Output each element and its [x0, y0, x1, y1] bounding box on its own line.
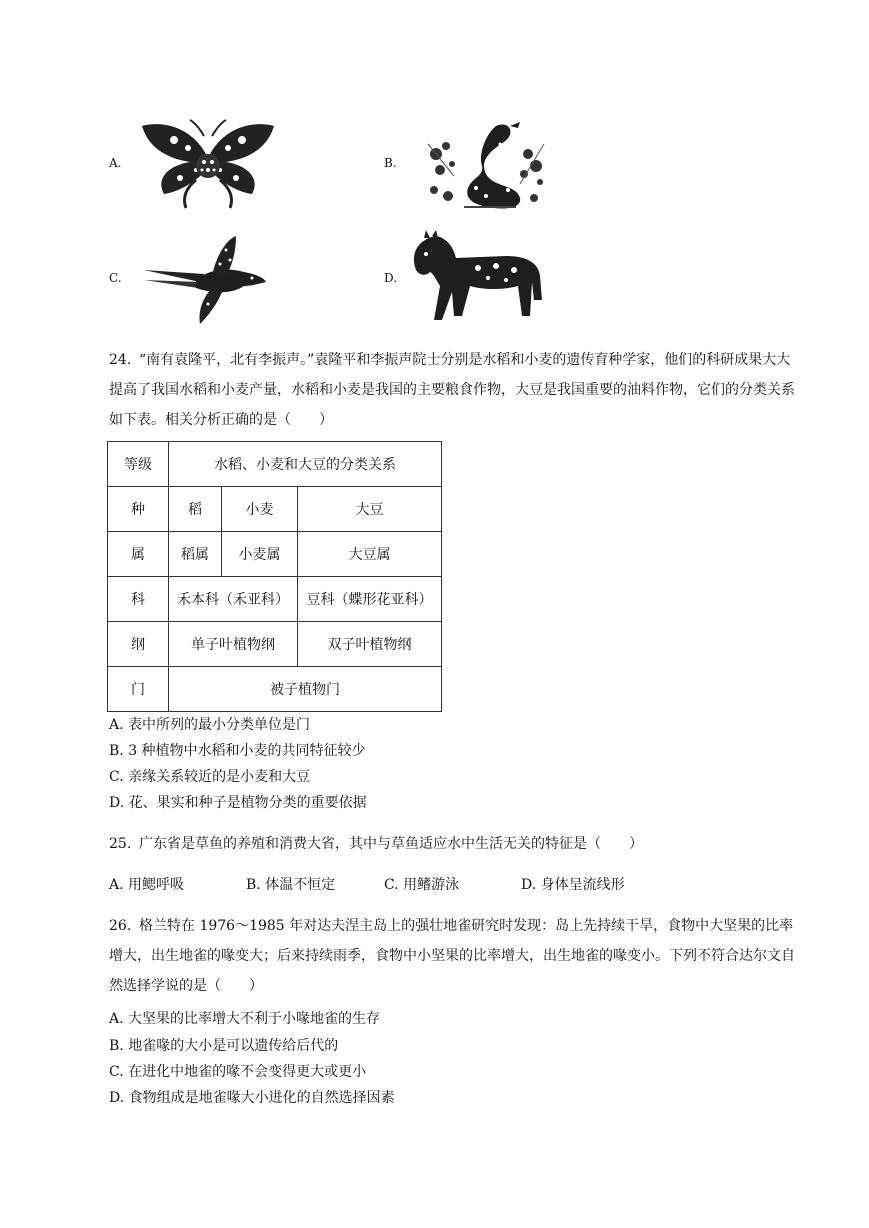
table-cell: 种: [108, 487, 169, 532]
option-d-label: D.: [384, 271, 398, 285]
question-text: “南有袁隆平，北有李振声。”袁隆平和李振声院士分别是水稻和小麦的遗传育种学家，他们的科研成果大大提高了我国水稻和小麦产量，水稻和小麦是我国的主要粮食作物，大豆是我国重要的油料作物，它们的分类关系如下表。相关分析正确的是（ ）: [109, 352, 795, 428]
q26-option-b[interactable]: B. 地雀喙的大小是可以遗传给后代的: [109, 1038, 339, 1054]
table-row: [108, 442, 442, 487]
table-cell: 大豆属: [298, 532, 442, 577]
q26-option-d[interactable]: D. 食物组成是地雀喙大小进化的自然选择因素: [109, 1090, 395, 1106]
q24-option-d[interactable]: D. 花、果实和种子是植物分类的重要依据: [109, 795, 367, 811]
option-c-label: C.: [109, 271, 122, 285]
question-number: 25.: [109, 836, 132, 852]
table-row: [108, 667, 442, 712]
q24-option-b[interactable]: B. 3 种植物中水稻和小麦的共同特征较少: [109, 743, 366, 759]
table-cell: 单子叶植物纲: [169, 622, 298, 667]
bird-papercut-icon: [140, 234, 270, 326]
table-cell: 科: [108, 577, 169, 622]
table-cell: 纲: [108, 622, 169, 667]
question-text: 广东省是草鱼的养殖和消费大省，其中与草鱼适应水中生活无关的特征是（ ）: [139, 836, 643, 852]
q25-option-c[interactable]: C. 用鳍游泳: [384, 877, 460, 893]
q25-option-b[interactable]: B. 体温不恒定: [246, 877, 336, 893]
table-cell: 稻属: [169, 532, 222, 577]
question-number: 24.: [109, 352, 132, 368]
table-cell: 大豆: [298, 487, 442, 532]
q24-option-a[interactable]: A. 表中所列的最小分类单位是门: [109, 717, 311, 733]
option-b-label: B.: [384, 156, 397, 170]
question-24: [109, 345, 799, 435]
q25-option-d[interactable]: D. 身体呈流线形: [521, 877, 625, 893]
table-cell: 小麦: [222, 487, 298, 532]
table-cell: 禾本科（禾亚科）: [169, 577, 298, 622]
horse-papercut-icon: [406, 230, 546, 330]
table-cell: 豆科（蝶形花亚科）: [298, 577, 442, 622]
q25-option-a[interactable]: A. 用鳃呼吸: [109, 877, 185, 893]
table-row: [108, 577, 442, 622]
table-row: [108, 532, 442, 577]
table-cell: 小麦属: [222, 532, 298, 577]
question-26: [109, 911, 799, 1001]
q26-option-c[interactable]: C. 在进化中地雀的喙不会变得更大或更小: [109, 1064, 367, 1080]
snake-papercut-icon: [424, 114, 548, 214]
table-cell: 被子植物门: [169, 667, 442, 712]
table-cell: 属: [108, 532, 169, 577]
option-a-label: A.: [109, 156, 122, 170]
question-text: 格兰特在 1976～1985 年对达夫涅主岛上的强壮地雀研究时发现：岛上先持续干旱，食物中大坚果的比率增大，出生地雀的喙变大；后来持续雨季，食物中小坚果的比率增大，出生地雀的喙变小。下列不符合达尔文自然选择学说的是（ ）: [109, 918, 795, 994]
q24-option-c[interactable]: C. 亲缘关系较近的是小麦和大豆: [109, 769, 311, 785]
question-25: [109, 829, 799, 859]
table-cell: 稻: [169, 487, 222, 532]
table-cell: 门: [108, 667, 169, 712]
table-header-rank: 等级: [108, 442, 169, 487]
q26-option-a[interactable]: A. 大坚果的比率增大不利于小喙地雀的生存: [109, 1011, 381, 1027]
classification-table: [107, 441, 442, 712]
butterfly-papercut-icon: [134, 118, 282, 210]
table-cell: 双子叶植物纲: [298, 622, 442, 667]
table-row: [108, 487, 442, 532]
table-header-title: 水稻、小麦和大豆的分类关系: [169, 442, 442, 487]
question-number: 26.: [109, 918, 132, 934]
table-row: [108, 622, 442, 667]
